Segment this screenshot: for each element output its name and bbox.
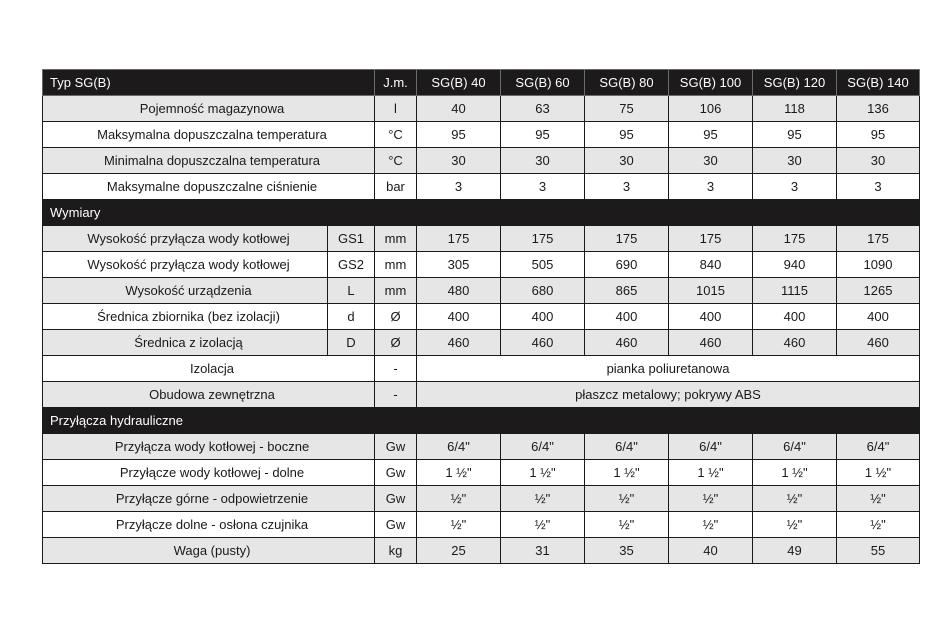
header-type: Typ SG(B) [43,70,375,96]
row-value: 400 [585,304,669,330]
row-value: 3 [501,174,585,200]
row-value: 6/4" [417,434,501,460]
row-unit: l [375,96,417,122]
table-row [43,512,920,538]
row-unit: °C [375,122,417,148]
row-value: 1 ½" [837,460,920,486]
row-value: 460 [501,330,585,356]
header-model-3: SG(B) 80 [585,70,669,96]
row-value: 840 [669,252,753,278]
row-value: ½" [417,486,501,512]
row-unit: °C [375,148,417,174]
row-value: 460 [753,330,837,356]
row-value: 30 [753,148,837,174]
row-value: ½" [669,486,753,512]
section-title: Przyłącza hydrauliczne [43,408,920,434]
row-symbol: L [328,278,375,304]
row-value: 400 [417,304,501,330]
row-label: Przyłącze górne - odpowietrzenie [43,486,375,512]
row-value: 118 [753,96,837,122]
row-unit: mm [375,278,417,304]
row-value: 865 [585,278,669,304]
row-value: 400 [501,304,585,330]
row-value: 25 [417,538,501,564]
row-value: 1115 [753,278,837,304]
row-label: Maksymalne dopuszczalne ciśnienie [43,174,375,200]
row-unit: Ø [375,304,417,330]
row-value: 95 [669,122,753,148]
row-value: 460 [585,330,669,356]
row-unit: mm [375,252,417,278]
row-value: ½" [753,486,837,512]
row-label: Średnica zbiornika (bez izolacji) [43,304,328,330]
row-value: 6/4" [669,434,753,460]
row-value: 175 [669,226,753,252]
header-model-4: SG(B) 100 [669,70,753,96]
row-value: 136 [837,96,920,122]
row-value: 1090 [837,252,920,278]
row-value: 940 [753,252,837,278]
row-value: 63 [501,96,585,122]
row-symbol: GS1 [328,226,375,252]
row-unit: - [375,382,417,408]
row-value: 3 [585,174,669,200]
table-row [43,460,920,486]
table-row [43,174,920,200]
row-value: 175 [837,226,920,252]
row-unit: Gw [375,460,417,486]
row-value: ½" [585,512,669,538]
row-value: 305 [417,252,501,278]
table-row [43,538,920,564]
row-merged-value: płaszcz metalowy; pokrywy ABS [417,382,920,408]
row-value: 400 [753,304,837,330]
table-row [43,252,920,278]
table-row [43,148,920,174]
row-value: ½" [585,486,669,512]
row-value: 6/4" [753,434,837,460]
row-value: ½" [837,512,920,538]
row-label: Obudowa zewnętrzna [43,382,375,408]
row-value: 95 [585,122,669,148]
row-value: 400 [837,304,920,330]
row-value: 1 ½" [501,460,585,486]
header-model-1: SG(B) 40 [417,70,501,96]
row-value: 6/4" [837,434,920,460]
table-row [43,382,920,408]
row-value: 3 [837,174,920,200]
row-value: 6/4" [585,434,669,460]
header-row [43,70,920,96]
header-unit: J.m. [375,70,417,96]
row-value: 460 [837,330,920,356]
row-label: Przyłącze wody kotłowej - dolne [43,460,375,486]
row-value: 30 [585,148,669,174]
row-label: Wysokość urządzenia [43,278,328,304]
row-label: Maksymalna dopuszczalna temperatura [43,122,375,148]
row-symbol: d [328,304,375,330]
row-value: 95 [837,122,920,148]
table-row [43,96,920,122]
row-merged-value: pianka poliuretanowa [417,356,920,382]
row-value: 175 [417,226,501,252]
row-symbol: GS2 [328,252,375,278]
table-row [43,278,920,304]
row-label: Pojemność magazynowa [43,96,375,122]
row-value: ½" [669,512,753,538]
row-unit: Gw [375,486,417,512]
table-row [43,122,920,148]
table-row [43,330,920,356]
row-value: 30 [669,148,753,174]
row-value: 460 [669,330,753,356]
row-value: 1 ½" [753,460,837,486]
row-label: Waga (pusty) [43,538,375,564]
row-value: 400 [669,304,753,330]
row-value: 680 [501,278,585,304]
row-label: Średnica z izolacją [43,330,328,356]
row-value: 3 [753,174,837,200]
row-value: 75 [585,96,669,122]
row-value: 3 [669,174,753,200]
section-title: Wymiary [43,200,920,226]
table-row [43,356,920,382]
row-value: 40 [417,96,501,122]
header-model-2: SG(B) 60 [501,70,585,96]
row-symbol: D [328,330,375,356]
row-unit: - [375,356,417,382]
row-value: 505 [501,252,585,278]
row-value: 40 [669,538,753,564]
row-value: ½" [501,512,585,538]
row-value: 1 ½" [669,460,753,486]
row-value: 1 ½" [585,460,669,486]
table-body [43,70,920,564]
row-value: 1015 [669,278,753,304]
row-value: 31 [501,538,585,564]
row-value: 460 [417,330,501,356]
row-value: 95 [501,122,585,148]
row-value: 55 [837,538,920,564]
row-value: 175 [585,226,669,252]
row-label: Minimalna dopuszczalna temperatura [43,148,375,174]
row-value: ½" [837,486,920,512]
row-value: 480 [417,278,501,304]
row-value: 175 [753,226,837,252]
row-value: ½" [417,512,501,538]
section-row [43,200,920,226]
table-row [43,434,920,460]
row-value: ½" [501,486,585,512]
row-unit: bar [375,174,417,200]
spec-table [42,69,920,564]
row-unit: Gw [375,512,417,538]
header-model-5: SG(B) 120 [753,70,837,96]
row-label: Izolacja [43,356,375,382]
table-row [43,486,920,512]
row-value: 49 [753,538,837,564]
row-value: 1265 [837,278,920,304]
row-value: 95 [417,122,501,148]
row-unit: kg [375,538,417,564]
row-value: 690 [585,252,669,278]
row-value: 95 [753,122,837,148]
row-value: ½" [753,512,837,538]
row-value: 1 ½" [417,460,501,486]
row-value: 35 [585,538,669,564]
header-model-6: SG(B) 140 [837,70,920,96]
row-value: 30 [837,148,920,174]
table-row [43,304,920,330]
row-value: 175 [501,226,585,252]
row-unit: Gw [375,434,417,460]
table-row [43,226,920,252]
row-label: Przyłącze dolne - osłona czujnika [43,512,375,538]
row-label: Wysokość przyłącza wody kotłowej [43,252,328,278]
row-value: 3 [417,174,501,200]
row-value: 30 [417,148,501,174]
row-label: Wysokość przyłącza wody kotłowej [43,226,328,252]
row-unit: Ø [375,330,417,356]
row-label: Przyłącza wody kotłowej - boczne [43,434,375,460]
row-value: 6/4" [501,434,585,460]
row-value: 30 [501,148,585,174]
section-row [43,408,920,434]
row-value: 106 [669,96,753,122]
row-unit: mm [375,226,417,252]
